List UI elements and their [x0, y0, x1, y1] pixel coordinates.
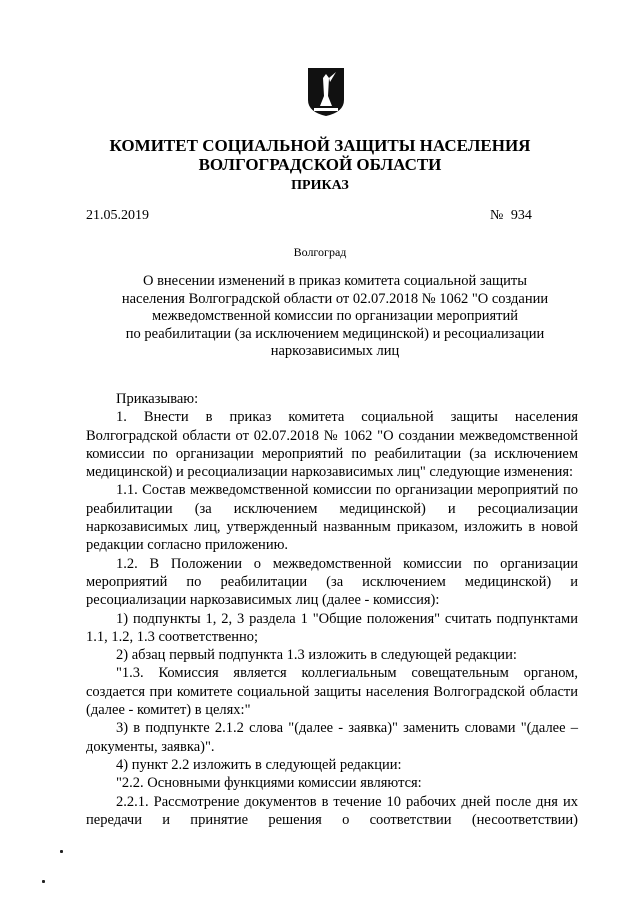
paragraph-quote-1-3: "1.3. Комиссия является коллегиальным совещательным органом, создается при комитете социальной защиты населения Волгоградской области (далее - комитет) в целях:": [86, 665, 578, 719]
document-city: Волгоград: [293, 245, 347, 259]
paragraph-1-1: 1.1. Состав межведомственной комиссии по организации мероприятий по реабилитации (за исключением медицинской) и ресоциализации наркозависимых лиц, утвержденный названным приказом, изложить в новой редакции согласно приложению.: [86, 482, 578, 554]
paragraph-2-2-1: 2.2.1. Рассмотрение документов в течение 10 рабочих дней после дня их передачи и принятие решения о соответствии (несоответствии): [86, 793, 578, 828]
paragraph-item-3: 3) в подпункте 2.1.2 слова "(далее - заявка)" заменить словами "(далее – документы, заявка)".: [86, 720, 578, 755]
subject-line-2: населения Волгоградской области от 02.07.2018 № 1062 "О создании: [121, 290, 549, 307]
paragraph-item-2: 2) абзац первый подпункта 1.3 изложить в следующей редакции:: [116, 647, 517, 664]
paragraph-item-1: 1) подпункты 1, 2, 3 раздела 1 "Общие положения" считать подпунктами 1.1, 1.2, 1.3 соответственно;: [86, 610, 578, 645]
paragraph-1: 1. Внести в приказ комитета социальной защиты населения Волгоградской области от 02.07.2018 № 1062 "О создании межведомственной комиссии по организации мероприятий по реабилитации (за исключением медицинской) и ресоциализации наркозависимых лиц" следующие изменения:: [86, 409, 578, 481]
subject-line-3: межведомственной комиссии по организации мероприятий: [151, 308, 519, 324]
document-date: 21.05.2019: [86, 208, 149, 223]
org-name-line-1: КОМИТЕТ СОЦИАЛЬНОЙ ЗАЩИТЫ НАСЕЛЕНИЯ: [109, 136, 531, 155]
paragraph-order: Приказываю:: [116, 391, 199, 407]
paragraph-item-4: 4) пункт 2.2 изложить в следующей редакции:: [116, 756, 402, 773]
document-subject: [100, 273, 570, 361]
document-type: ПРИКАЗ: [291, 178, 349, 193]
subject-line-1: О внесении изменений в приказ комитета социальной защиты: [142, 273, 528, 289]
scan-speck: [42, 880, 45, 883]
organization-name: [0, 136, 640, 174]
subject-line-5: наркозависимых лиц: [270, 343, 400, 359]
org-name-line-2: ВОЛГОГРАДСКОЙ ОБЛАСТИ: [198, 155, 442, 174]
document-body: [86, 390, 578, 829]
volgograd-coat-of-arms-emblem: [306, 66, 346, 118]
paragraph-quote-2-2: "2.2. Основными функциями комиссии являются:: [116, 775, 422, 792]
scan-speck: [60, 850, 63, 853]
document-number: № 934: [490, 208, 532, 223]
paragraph-1-2: 1.2. В Положении о межведомственной комиссии по организации мероприятий по реабилитации (за исключением медицинской) и ресоциализации наркозависимых лиц (далее - комиссия):: [86, 555, 578, 609]
subject-line-4: по реабилитации (за исключением медицинской) и ресоциализации: [125, 325, 545, 342]
